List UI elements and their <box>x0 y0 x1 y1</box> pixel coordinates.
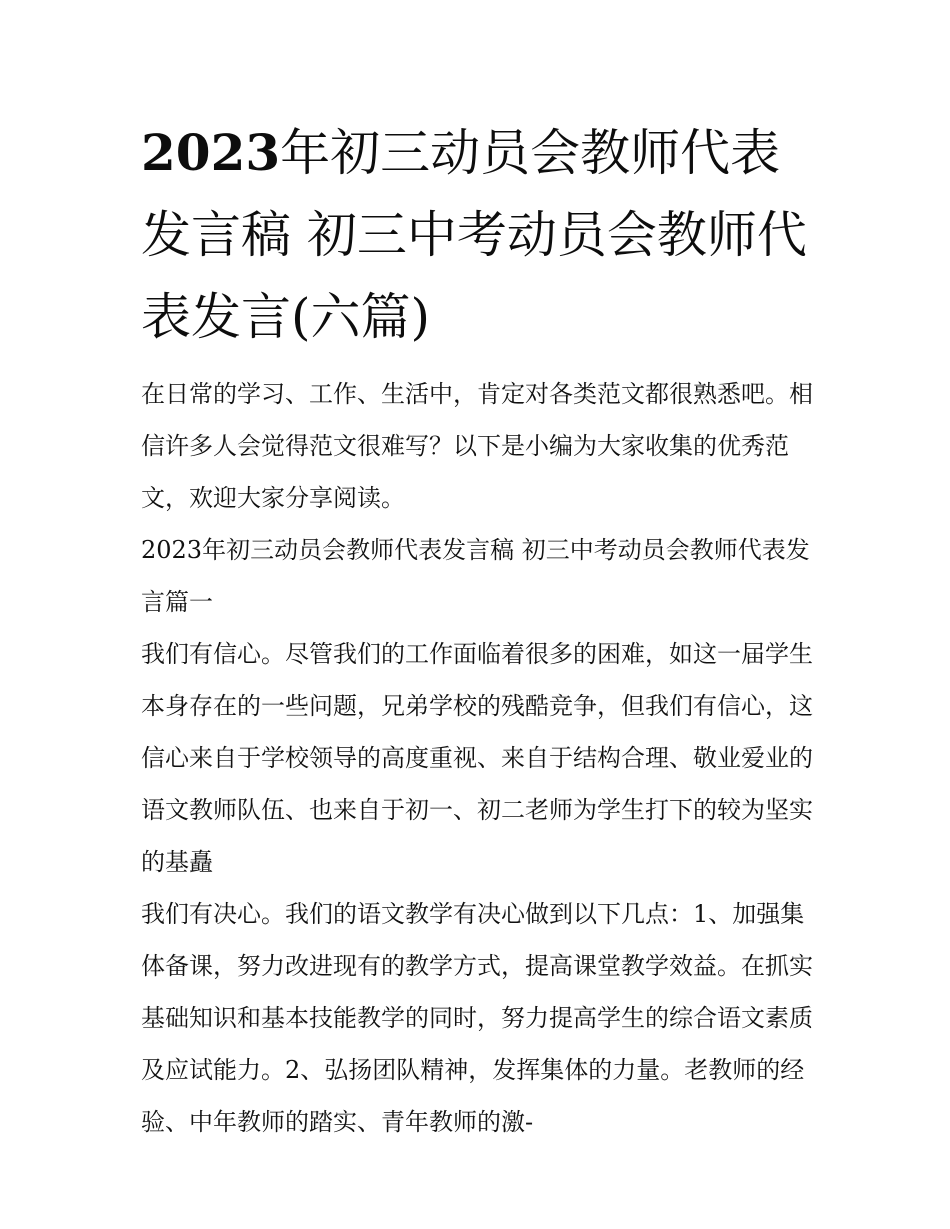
title-text: 年初三动员会教师代表发言稿 初三中考动员会教师代表发言(六篇) <box>141 124 807 346</box>
body-paragraph: 我们有信心。尽管我们的工作面临着很多的困难，如这一届学生本身存在的一些问题，兄弟学校的残酷竞争，但我们有信心，这信心来自于学校领导的高度重视、来自于结构合理、敬业爱业的语文教师队伍、也来自于初一、初二老师为学生打下的较为坚实的基矗 <box>141 640 813 876</box>
body-paragraph: 我们有决心。我们的语文教学有决心做到以下几点：1、加强集体备课，努力改进现有的教学方式，提高课堂教学效益。在抓实基础知识和基本技能教学的同时，努力提高学生的综合语文素质及应试能力。2、弘扬团队精神，发挥集体的力量。老教师的经验、中年教师的踏实、青年教师的激- <box>141 900 813 1136</box>
section-heading: 2023年初三动员会教师代表发言稿 初三中考动员会教师代表发言篇一 <box>141 536 810 616</box>
intro-paragraph: 在日常的学习、工作、生活中，肯定对各类范文都很熟悉吧。相信许多人会觉得范文很难写？以下是小编为大家收集的优秀范文，欢迎大家分享阅读。 <box>141 380 813 512</box>
document-title <box>141 112 813 358</box>
document-page <box>141 112 813 1148</box>
title-year: 2023 <box>141 123 281 182</box>
